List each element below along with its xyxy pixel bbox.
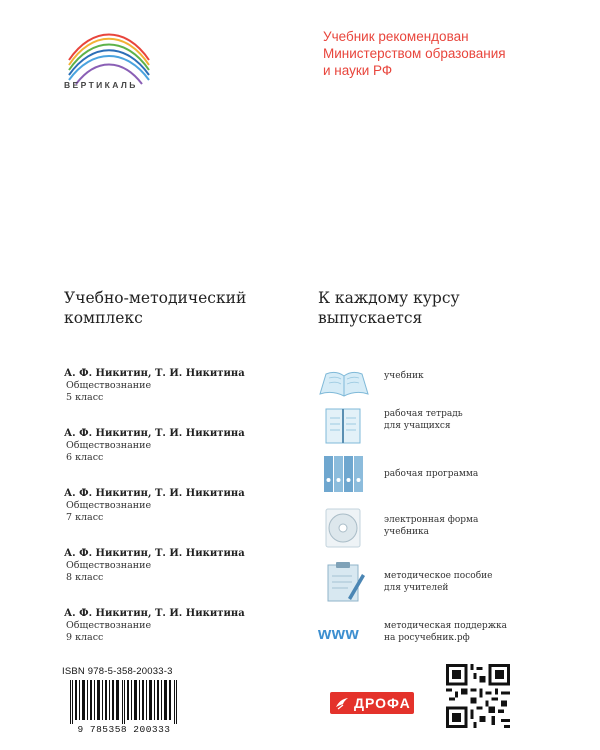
course-item: [318, 562, 538, 602]
book-subject: Обществознание: [66, 620, 152, 631]
clipboard-icon: [318, 562, 370, 602]
book-authors: А. Ф. Никитин, Т. И. Никитина: [64, 608, 245, 619]
book-authors: А. Ф. Никитин, Т. И. Никитина: [64, 368, 245, 379]
binders-icon: [318, 454, 370, 494]
course-item-label: [384, 408, 544, 432]
isbn-block: [62, 666, 186, 736]
course-item-label-line: методическая поддержка: [384, 621, 507, 631]
course-item-label: [384, 370, 544, 382]
book-grade: 6 класс: [66, 452, 104, 463]
book-entry: [64, 428, 264, 464]
recommendation-note: [323, 28, 506, 79]
bird-icon: [334, 695, 350, 711]
recommendation-line: и науки РФ: [323, 63, 393, 78]
www-icon-text: www: [318, 624, 360, 643]
course-item-label-line: рабочая программа: [384, 469, 479, 479]
umk-heading: [64, 288, 246, 328]
book-subject: Обществознание: [66, 560, 152, 571]
logo-wordmark: ВЕРТИКАЛЬ: [64, 80, 138, 90]
course-heading-line: выпускается: [318, 309, 423, 327]
recommendation-line: Министерством образования: [323, 46, 506, 61]
course-item: [318, 508, 538, 548]
course-item-label-line: на росучебник.рф: [384, 633, 470, 643]
recommendation-line: Учебник рекомендован: [323, 29, 469, 44]
course-item: [318, 364, 538, 404]
book-subject: Обществознание: [66, 440, 152, 451]
barcode-icon: [62, 680, 186, 724]
course-item-label: [384, 468, 544, 480]
book-entry: [64, 368, 264, 404]
course-item-label-line: для учителей: [384, 583, 449, 593]
course-item: [318, 454, 538, 494]
book-entry: [64, 488, 264, 524]
course-item-label: [384, 570, 544, 594]
book-authors: А. Ф. Никитин, Т. И. Никитина: [64, 488, 245, 499]
course-item: [318, 614, 538, 654]
course-item-label-line: учебника: [384, 527, 429, 537]
book-entry: [64, 548, 264, 584]
course-heading-line: К каждому курсу: [318, 289, 460, 307]
publisher-name: ДРОФА: [354, 695, 411, 711]
course-item-label-line: учебник: [384, 371, 424, 381]
book-entry: [64, 608, 264, 644]
book-authors: А. Ф. Никитин, Т. И. Никитина: [64, 428, 245, 439]
book-grade: 8 класс: [66, 572, 104, 583]
course-item: [318, 406, 538, 446]
isbn-number: ISBN 978-5-358-20033-3: [62, 666, 173, 677]
book-grade: 5 класс: [66, 392, 104, 403]
course-item-label-line: для учащихся: [384, 421, 451, 431]
book-authors: А. Ф. Никитин, Т. И. Никитина: [64, 548, 245, 559]
open-book-icon: [318, 364, 370, 404]
book-subject: Обществознание: [66, 380, 152, 391]
book-subject: Обществознание: [66, 500, 152, 511]
course-item-label: [384, 514, 544, 538]
course-item-label: [384, 620, 544, 644]
course-heading: [318, 288, 460, 328]
course-item-label-line: рабочая тетрадь: [384, 409, 463, 419]
cd-icon: [318, 508, 370, 548]
umk-heading-line: Учебно-методический: [64, 289, 247, 307]
barcode-digits: 9 785358 200333: [77, 724, 171, 735]
qr-code-icon: [446, 664, 510, 728]
notebook-icon: [318, 406, 370, 446]
book-grade: 7 класс: [66, 512, 104, 523]
www-icon: [318, 614, 370, 654]
course-item-label-line: методическое пособие: [384, 571, 493, 581]
book-grade: 9 класс: [66, 632, 104, 643]
umk-heading-line: комплекс: [64, 309, 143, 327]
course-item-label-line: электронная форма: [384, 515, 479, 525]
publisher-logo: [330, 692, 414, 714]
